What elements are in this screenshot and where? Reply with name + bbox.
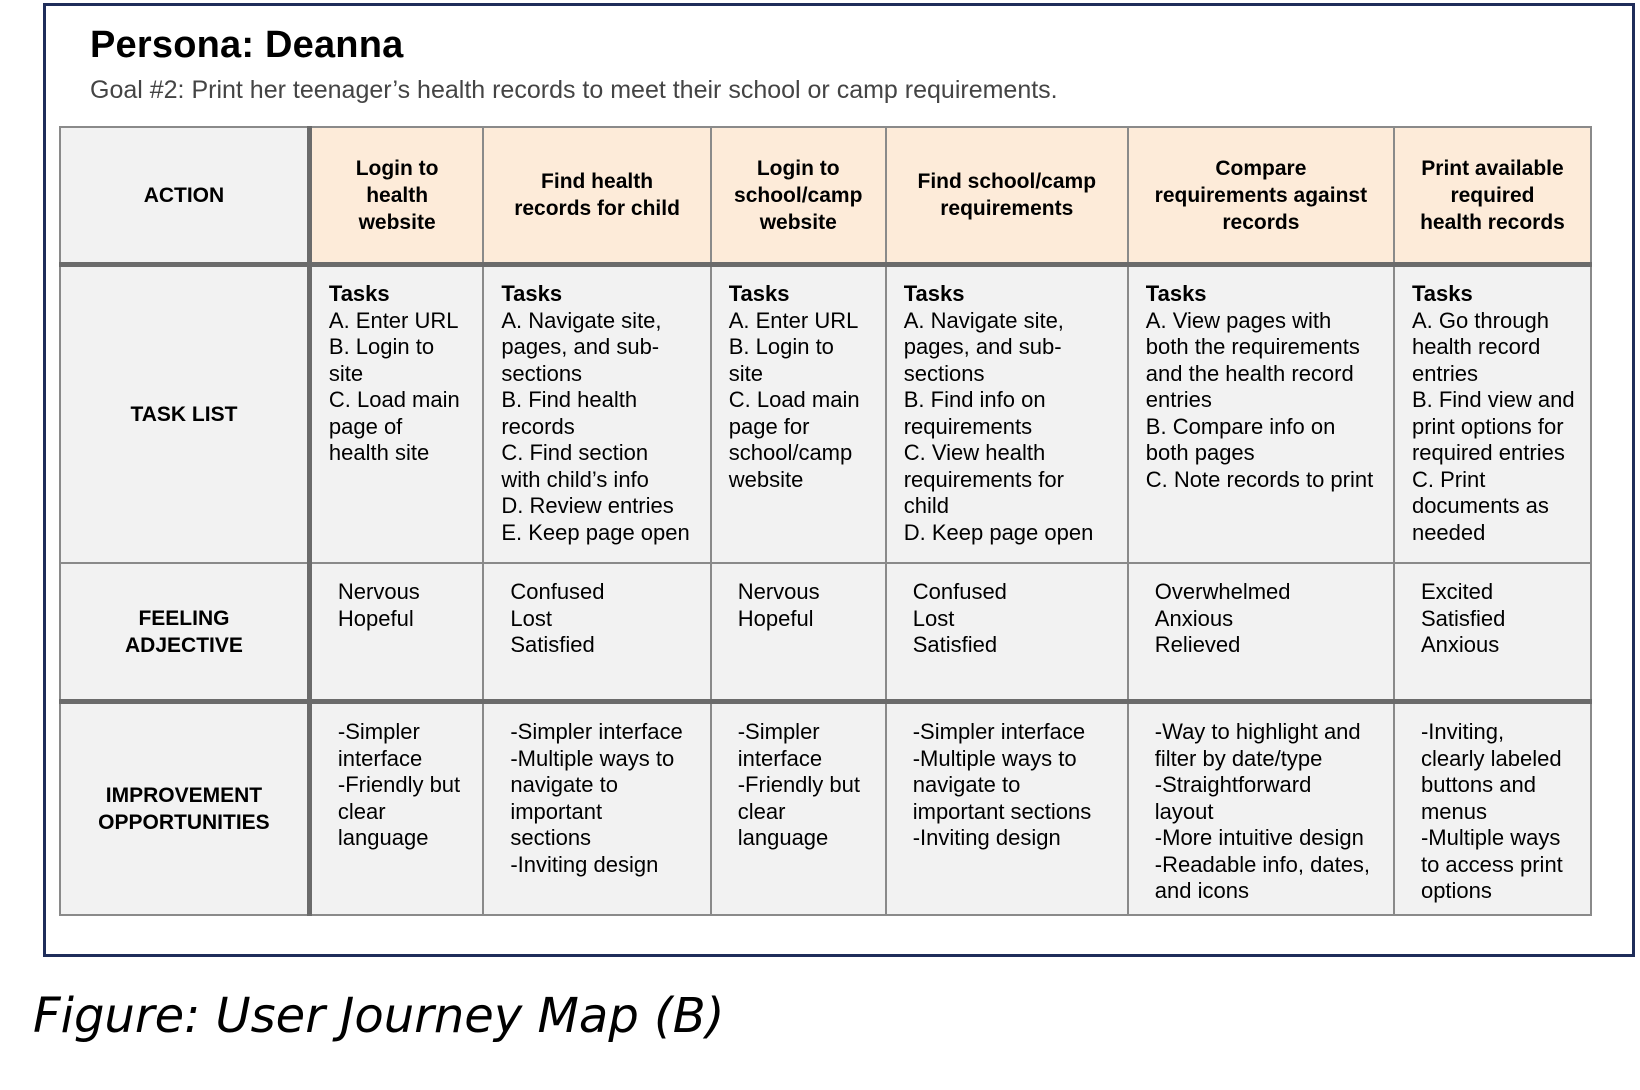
action-cell: Login to school/camp website	[711, 127, 886, 265]
tasks-label: Tasks	[1145, 281, 1207, 306]
journey-map-frame	[43, 3, 1635, 957]
row-header-task-list: TASK LIST	[60, 265, 309, 564]
action-cell: Find school/camp requirements	[886, 127, 1128, 265]
improvement-cell: -Simpler interface -Friendly but clear language	[309, 702, 483, 916]
action-row	[60, 127, 1591, 265]
task-cell: Tasks A. Navigate site, pages, and sub- sections B. Find info on requirements C. View health requirements for child D. Keep page open	[886, 265, 1128, 564]
improvement-cell: -Simpler interface -Friendly but clear language	[711, 702, 886, 916]
feeling-cell: Confused Lost Satisfied	[886, 563, 1128, 702]
action-cell: Print available required health records	[1394, 127, 1591, 265]
task-cell: Tasks A. Go through health record entries B. Find view and print options for required entries C. Print documents as needed	[1394, 265, 1591, 564]
persona-title: Persona: Deanna	[90, 24, 404, 66]
improvement-row	[60, 702, 1591, 916]
improvement-cell: -Inviting, clearly labeled buttons and menus -Multiple ways to access print options	[1394, 702, 1591, 916]
feeling-cell: Overwhelmed Anxious Relieved	[1128, 563, 1394, 702]
feeling-cell: Confused Lost Satisfied	[483, 563, 710, 702]
row-header-improvement: IMPROVEMENT OPPORTUNITIES	[60, 702, 309, 916]
row-header-action: ACTION	[60, 127, 309, 265]
figure-caption: Figure: User Journey Map (B)	[33, 988, 725, 1044]
improvement-cell: -Way to highlight and filter by date/type -Straightforward layout -More intuitive design -Readable info, dates, and icons	[1128, 702, 1394, 916]
tasks-label: Tasks	[903, 281, 965, 306]
task-cell: Tasks A. Enter URL B. Login to site C. Load main page for school/camp website	[711, 265, 886, 564]
feeling-row	[60, 563, 1591, 702]
improvement-cell: -Simpler interface -Multiple ways to navigate to important sections -Inviting design	[886, 702, 1128, 916]
row-header-feeling: FEELING ADJECTIVE	[60, 563, 309, 702]
tasks-label: Tasks	[501, 281, 563, 306]
feeling-cell: Nervous Hopeful	[711, 563, 886, 702]
task-list-row	[60, 265, 1591, 564]
task-cell: Tasks A. Navigate site, pages, and sub- sections B. Find health records C. Find section with child’s info D. Review entries E. Keep page open	[483, 265, 710, 564]
action-cell: Compare requirements against records	[1128, 127, 1394, 265]
tasks-label: Tasks	[728, 281, 790, 306]
tasks-label: Tasks	[1411, 281, 1473, 306]
feeling-cell: Excited Satisfied Anxious	[1394, 563, 1591, 702]
task-cell: Tasks A. View pages with both the requirements and the health record entries B. Compare info on both pages C. Note records to print	[1128, 265, 1394, 564]
action-cell: Login to health website	[309, 127, 483, 265]
journey-map-table	[59, 126, 1592, 916]
tasks-label: Tasks	[328, 281, 390, 306]
improvement-cell: -Simpler interface -Multiple ways to navigate to important sections -Inviting design	[483, 702, 710, 916]
task-cell: Tasks A. Enter URL B. Login to site C. Load main page of health site	[309, 265, 483, 564]
feeling-cell: Nervous Hopeful	[309, 563, 483, 702]
action-cell: Find health records for child	[483, 127, 710, 265]
goal-subtitle: Goal #2: Print her teenager’s health records to meet their school or camp requirements.	[90, 76, 1058, 104]
